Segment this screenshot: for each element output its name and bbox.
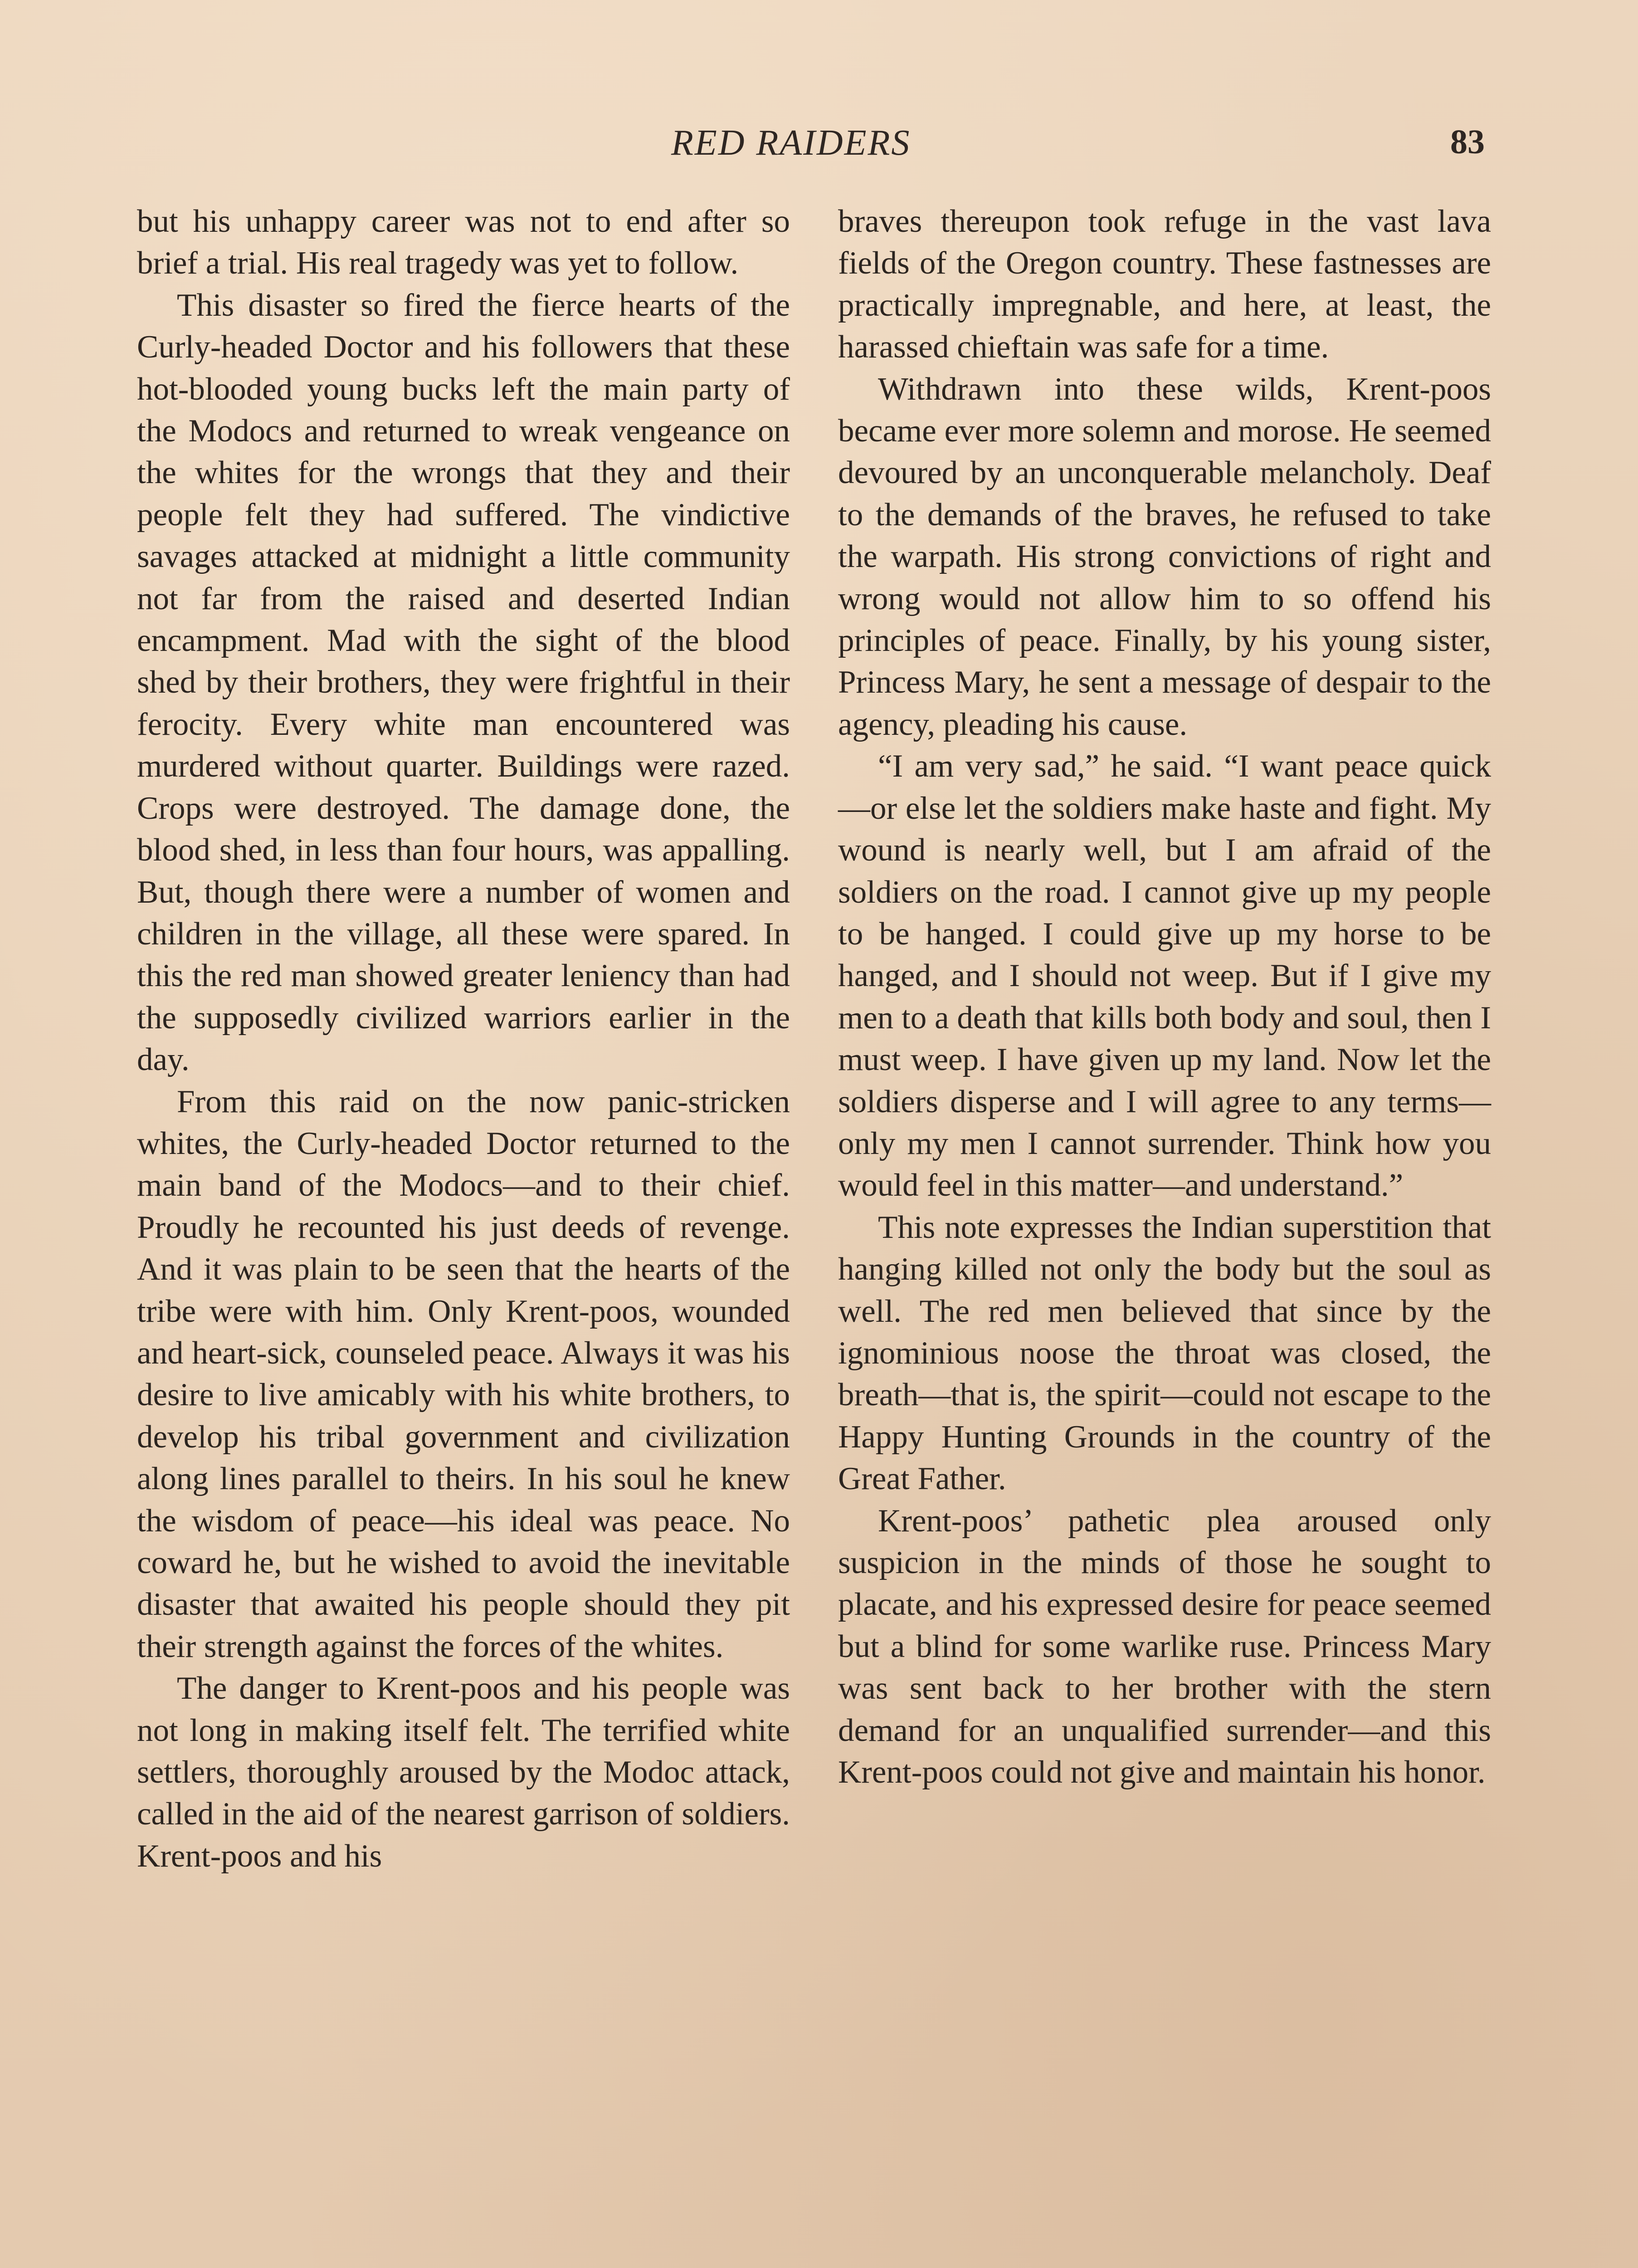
paragraph: braves thereupon took refuge in the vast lava fields of the Oregon country. These fastnesses are practically impregnable, and here, at least, the harassed chieftain was safe for a time. [838, 204, 1491, 365]
paragraph: The danger to Krent-poos and his people was not long in making itself felt. The terrified white settlers, thoroughly aroused by the Modoc attack, called in the aid of the nearest garrison of soldiers. Krent-poos and his [137, 1671, 790, 1874]
paragraph: Krent-poos’ pathetic plea aroused only suspicion in the minds of those he sought to placate, and his expressed desire for peace seemed but a blind for some warlike ruse. Princess Mary was sent back to her brother with the stern demand for an unqualified surrender—and this Krent-poos could not give and maintain his honor. [838, 1503, 1491, 1790]
paragraph: This disaster so fired the fierce hearts of the Curly-headed Doctor and his followers that these hot-blooded young bucks left the main party of the Modocs and returned to wreak vengeance on the whites for the wrongs that they and their people felt they had suffered. The vindictive savages attacked at midnight a little community not far from the raised and deserted Indian encampment. Mad with the sight of the blood shed by their brothers, they were frightful in their ferocity. Every white man encountered was murdered without quarter. Buildings were razed. Crops were destroyed. The damage done, the blood shed, in less than four hours, was appalling. But, though there were a number of women and children in the village, all these were spared. In this the red man showed greater leniency than had the supposedly civilized warriors earlier in the day. [137, 287, 790, 1078]
paragraph: “I am very sad,” he said. “I want peace quick—or else let the soldiers make haste and fight. My wound is nearly well, but I am afraid of the soldiers on the road. I cannot give up my people to be hanged. I could give up my horse to be hanged, and I should not weep. But if I give my men to a death that kills both body and soul, then I must weep. I have given up my land. Now let the soldiers disperse and I will agree to any terms—only my men I cannot surrender. Think how you would feel in this matter—and understand.” [838, 748, 1491, 1203]
paragraph: This note expresses the Indian superstition that hanging killed not only the body but the soul as well. The red men believed that since by the ignominious noose the throat was closed, the breath—that is, the spirit—could not escape to the Happy Hunting Grounds in the country of the Great Father. [838, 1209, 1491, 1497]
page-header [0, 122, 1638, 177]
running-title: RED RAIDERS [671, 123, 911, 163]
paragraph: From this raid on the now panic-stricken whites, the Curly-headed Doctor returned to the main band of the Modocs—and to their chief. Proudly he recounted his just deeds of revenge. And it was plain to be seen that the hearts of the tribe were with him. Only Krent-poos, wounded and heart-sick, counseled peace. Always it was his desire to live amicably with his white brothers, to develop his tribal government and civilization along lines parallel to theirs. In his soul he knew the wisdom of peace—his ideal was peace. No coward he, but he wished to avoid the inevitable disaster that awaited his people should they pit their strength against the forces of the whites. [137, 1084, 790, 1664]
paragraph: Withdrawn into these wilds, Krent-poos became ever more solemn and morose. He seemed devoured by an unconquerable melancholy. Deaf to the demands of the braves, he refused to take the warpath. His strong convictions of right and wrong would not allow him to so offend his principles of peace. Finally, by his young sister, Princess Mary, he sent a message of despair to the agency, pleading his cause. [838, 371, 1491, 742]
left-column [137, 200, 790, 1877]
paragraph: but his unhappy career was not to end after so brief a trial. His real tragedy was yet to follow. [137, 204, 790, 281]
right-column [838, 200, 1491, 1793]
page-number: 83 [1450, 123, 1485, 161]
